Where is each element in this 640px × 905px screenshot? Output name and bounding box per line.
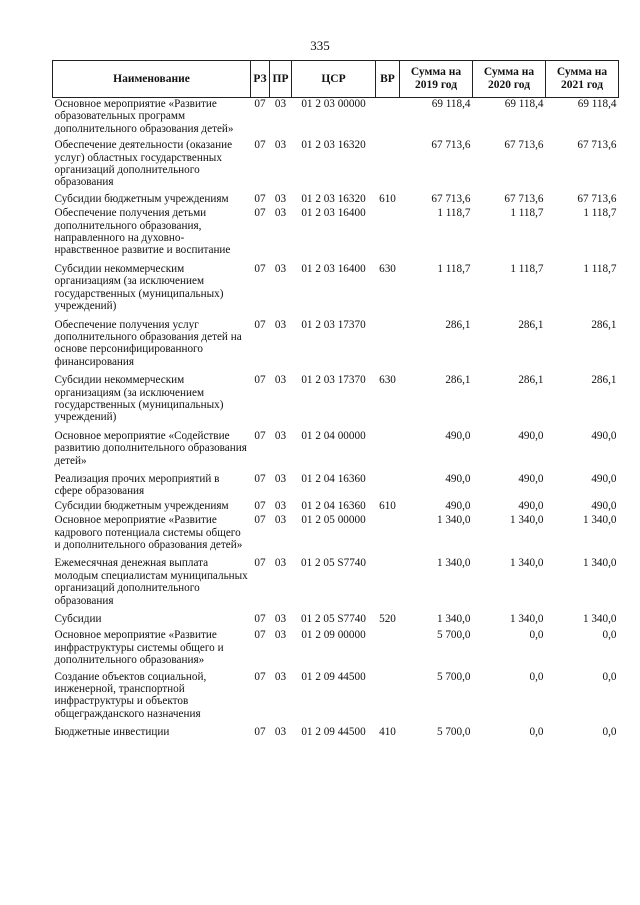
cell-vr: 610 (379, 192, 396, 205)
cell-csr: 01 2 05 00000 (301, 514, 366, 527)
cell-csr: 01 2 09 44500 (301, 670, 366, 683)
header-vr: ВР (376, 61, 400, 98)
cell-rz: 07 (254, 613, 266, 626)
table-row (53, 98, 619, 136)
cell-name: Субсидии бюджетным учреждениям (54, 192, 229, 205)
cell-vr: 610 (379, 499, 396, 512)
cell-rz: 07 (254, 374, 266, 387)
cell-sum-2019: 1 340,0 (436, 514, 471, 527)
table-row (53, 551, 619, 607)
cell-name: Бюджетные инвестиции (54, 726, 170, 739)
cell-sum-2020: 286,1 (518, 318, 544, 331)
cell-vr: 630 (379, 262, 396, 275)
cell-sum-2019: 286,1 (445, 374, 471, 387)
cell-pr: 03 (274, 192, 287, 205)
cell-sum-2020: 0,0 (529, 670, 544, 683)
cell-sum-2020: 286,1 (518, 374, 544, 387)
cell-vr: 520 (379, 613, 396, 626)
cell-sum-2020: 490,0 (518, 472, 544, 485)
cell-pr: 03 (274, 207, 287, 220)
table-row (53, 498, 619, 512)
cell-csr: 01 2 04 16360 (301, 472, 366, 485)
cell-sum-2021: 0,0 (602, 726, 617, 739)
cell-sum-2020: 490,0 (518, 499, 544, 512)
cell-name: Создание объектов социальной, инженерной, транспортной инфраструктуры и объектов общегражданского назначения (54, 670, 207, 720)
cell-pr: 03 (274, 429, 287, 442)
cell-pr: 03 (274, 318, 287, 331)
cell-vr (376, 135, 400, 189)
cell-vr (376, 625, 400, 666)
cell-name: Субсидии некоммерческим организациям (за исключением государственных (муниципальных) учреждений) (54, 262, 224, 313)
cell-vr: 630 (379, 374, 396, 387)
cell-csr: 01 2 03 16320 (301, 192, 366, 205)
cell-sum-2019: 490,0 (445, 472, 471, 485)
header-pr: ПР (270, 61, 292, 98)
cell-name: Обеспечение получения услуг дополнительного образования детей на основе персонифицированного финансирования (54, 318, 242, 368)
cell-pr: 03 (274, 557, 287, 570)
cell-csr: 01 2 04 16360 (301, 499, 366, 512)
budget-table (52, 60, 619, 739)
cell-name: Ежемесячная денежная выплата молодым специалистам муниципальных организаций дополнительного образования (54, 557, 248, 607)
table-row (53, 625, 619, 666)
cell-rz: 07 (254, 192, 266, 205)
cell-name: Реализация прочих мероприятий в сфере образования (54, 472, 220, 498)
cell-sum-2021: 286,1 (591, 374, 617, 387)
cell-rz: 07 (254, 514, 266, 527)
header-rz: РЗ (251, 61, 270, 98)
cell-csr: 01 2 09 00000 (301, 629, 366, 642)
cell-rz: 07 (254, 207, 266, 220)
cell-rz: 07 (254, 98, 266, 110)
cell-sum-2021: 0,0 (602, 670, 617, 683)
cell-sum-2019: 5 700,0 (436, 629, 471, 642)
cell-rz: 07 (254, 557, 266, 570)
header-name: Наименование (53, 61, 251, 98)
header-sum-2021: Сумма на 2021 год (546, 61, 619, 98)
cell-rz: 07 (254, 429, 266, 442)
cell-sum-2019: 1 118,7 (437, 262, 471, 275)
header-sum-2019: Сумма на 2019 год (400, 61, 473, 98)
cell-sum-2021: 1 340,0 (582, 514, 617, 527)
cell-name: Субсидии бюджетным учреждениям (54, 499, 229, 512)
cell-rz: 07 (254, 499, 266, 512)
cell-csr: 01 2 05 S7740 (301, 613, 366, 626)
cell-sum-2020: 1 340,0 (509, 557, 544, 570)
cell-pr: 03 (274, 613, 287, 626)
cell-csr: 01 2 04 00000 (301, 429, 366, 442)
cell-name: Основное мероприятие «Развитие образовательных программ дополнительного образования детей» (54, 98, 234, 135)
cell-vr (376, 667, 400, 721)
header-csr: ЦСР (292, 61, 376, 98)
table-row (53, 467, 619, 498)
cell-sum-2021: 490,0 (591, 429, 617, 442)
cell-sum-2020: 1 118,7 (510, 207, 544, 220)
table-row (53, 667, 619, 721)
table-row (53, 189, 619, 205)
table-row (53, 257, 619, 313)
cell-sum-2021: 286,1 (591, 318, 617, 331)
cell-sum-2021: 1 340,0 (582, 557, 617, 570)
cell-vr: 410 (379, 726, 396, 739)
cell-csr: 01 2 05 S7740 (301, 557, 366, 570)
cell-sum-2021: 67 713,6 (577, 192, 617, 205)
cell-csr: 01 2 03 00000 (301, 98, 366, 110)
table-row (53, 720, 619, 738)
cell-name: Обеспечение получения детьми дополнительного образования, направленного на духовно-нравственное развитие и воспитание (54, 207, 231, 257)
table-row (53, 135, 619, 189)
cell-pr: 03 (274, 374, 287, 387)
cell-name: Обеспечение деятельности (оказание услуг) областных государственных организаций дополнительного образования (54, 139, 233, 189)
cell-pr: 03 (274, 629, 287, 642)
cell-sum-2021: 490,0 (591, 499, 617, 512)
cell-name: Субсидии (54, 613, 102, 626)
cell-sum-2020: 67 713,6 (504, 192, 544, 205)
cell-name: Основное мероприятие «Развитие инфраструктуры системы общего и дополнительного образования» (54, 629, 224, 667)
cell-sum-2021: 490,0 (591, 472, 617, 485)
cell-rz: 07 (254, 670, 266, 683)
cell-sum-2019: 5 700,0 (436, 726, 471, 739)
cell-sum-2021: 67 713,6 (577, 139, 617, 152)
cell-pr: 03 (274, 139, 287, 152)
table-row (53, 424, 619, 467)
cell-sum-2019: 5 700,0 (436, 670, 471, 683)
cell-rz: 07 (254, 726, 266, 739)
cell-vr (376, 424, 400, 467)
cell-sum-2020: 1 340,0 (509, 613, 544, 626)
cell-vr (376, 98, 400, 136)
cell-vr (376, 467, 400, 498)
page-number: 335 (310, 38, 330, 53)
cell-csr: 01 2 03 17370 (301, 318, 366, 331)
table-row (53, 512, 619, 551)
cell-sum-2019: 286,1 (445, 318, 471, 331)
table-row (53, 313, 619, 369)
cell-sum-2021: 0,0 (602, 629, 617, 642)
cell-name: Основное мероприятие «Содействие развитию дополнительного образования детей» (54, 429, 247, 467)
cell-sum-2020: 0,0 (529, 726, 544, 739)
cell-pr: 03 (274, 726, 287, 739)
table-row (53, 607, 619, 625)
cell-rz: 07 (254, 262, 266, 275)
cell-sum-2020: 0,0 (529, 629, 544, 642)
cell-rz: 07 (254, 472, 266, 485)
cell-pr: 03 (274, 472, 287, 485)
cell-sum-2021: 1 118,7 (583, 207, 617, 220)
cell-sum-2021: 1 118,7 (583, 262, 617, 275)
cell-vr (376, 551, 400, 607)
cell-pr: 03 (274, 98, 287, 110)
cell-pr: 03 (274, 262, 287, 275)
cell-sum-2020: 490,0 (518, 429, 544, 442)
cell-name: Субсидии некоммерческим организациям (за исключением государственных (муниципальных) учреждений) (54, 374, 224, 424)
cell-csr: 01 2 09 44500 (301, 726, 366, 739)
cell-sum-2019: 490,0 (445, 499, 471, 512)
cell-sum-2019: 67 713,6 (431, 192, 471, 205)
cell-sum-2019: 490,0 (445, 429, 471, 442)
header-row (53, 61, 619, 98)
cell-name: Основное мероприятие «Развитие кадрового потенциала системы общего и дополнительного образования детей» (54, 514, 243, 551)
table-row (53, 368, 619, 424)
cell-pr: 03 (274, 670, 287, 683)
cell-sum-2021: 1 340,0 (582, 613, 617, 626)
cell-pr: 03 (274, 514, 287, 527)
cell-vr (376, 205, 400, 257)
cell-sum-2019: 69 118,4 (431, 98, 471, 110)
cell-rz: 07 (254, 139, 266, 152)
cell-vr (376, 512, 400, 551)
cell-sum-2019: 1 340,0 (436, 613, 471, 626)
cell-sum-2020: 1 118,7 (510, 262, 544, 275)
cell-sum-2021: 69 118,4 (577, 98, 617, 110)
cell-rz: 07 (254, 629, 266, 642)
cell-vr (376, 313, 400, 369)
cell-sum-2020: 1 340,0 (509, 514, 544, 527)
cell-csr: 01 2 03 16320 (301, 139, 366, 152)
cell-pr: 03 (274, 499, 287, 512)
header-sum-2020: Сумма на 2020 год (473, 61, 546, 98)
table-row (53, 205, 619, 257)
cell-rz: 07 (254, 318, 266, 331)
cell-csr: 01 2 03 16400 (301, 262, 366, 275)
cell-csr: 01 2 03 16400 (301, 207, 366, 220)
cell-sum-2020: 69 118,4 (504, 98, 544, 110)
cell-sum-2019: 1 340,0 (436, 557, 471, 570)
cell-sum-2019: 1 118,7 (437, 207, 471, 220)
cell-sum-2019: 67 713,6 (431, 139, 471, 152)
cell-csr: 01 2 03 17370 (301, 374, 366, 387)
cell-sum-2020: 67 713,6 (504, 139, 544, 152)
